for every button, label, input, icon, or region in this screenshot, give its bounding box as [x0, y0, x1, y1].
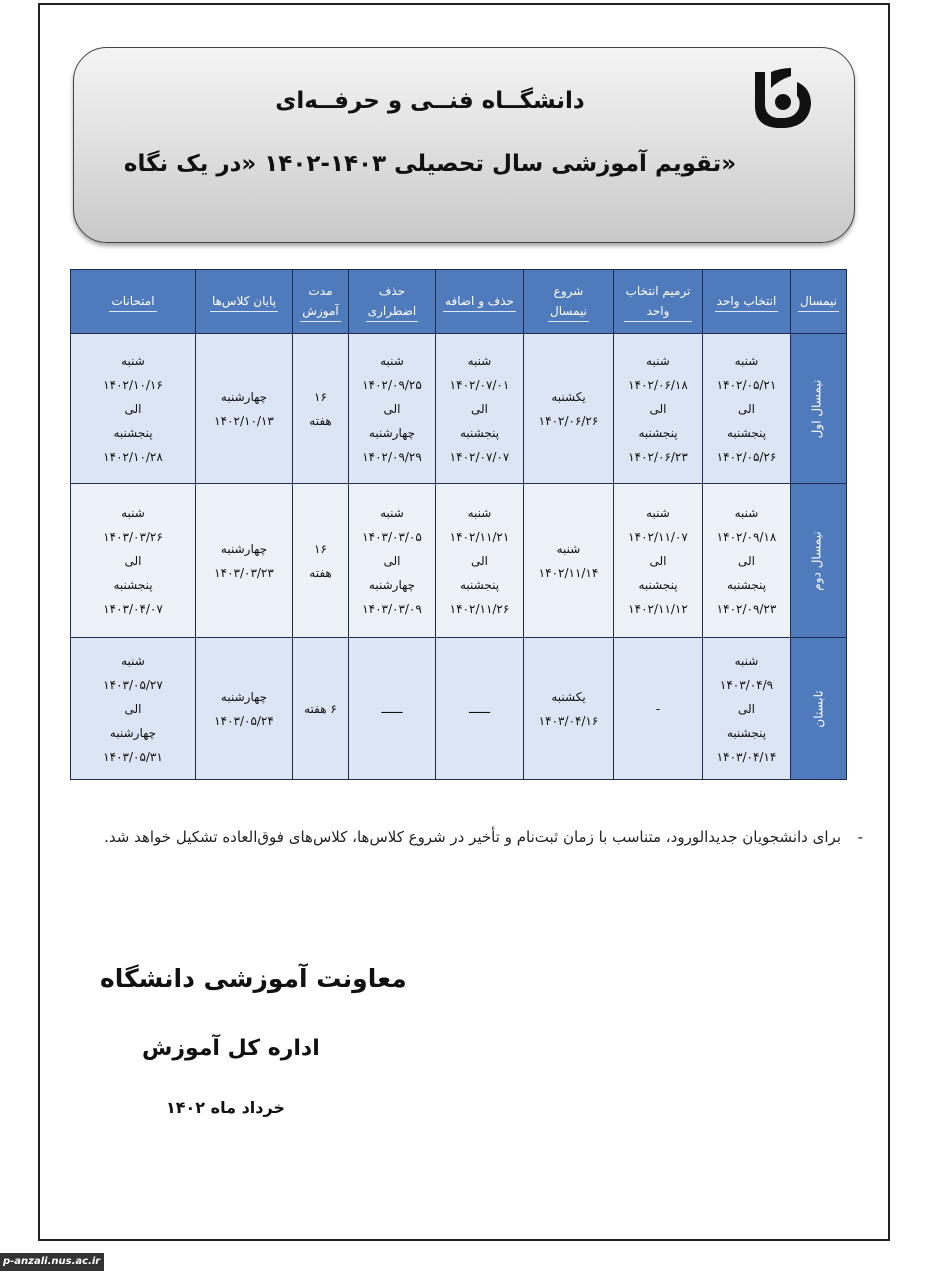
- header-course-selection: انتخاب واحد: [703, 270, 791, 334]
- table-cell: شنبه ۱۴۰۲/۰۵/۲۱ الی پنجشنبه ۱۴۰۲/۰۵/۲۶: [703, 334, 791, 484]
- calendar-title: تقویم آموزشی سال تحصیلی ۱۴۰۳-۱۴۰۲ «در یک نگاه»: [123, 151, 737, 177]
- header-add-drop: حذف و اضافه: [436, 270, 524, 334]
- university-logo-icon: [745, 66, 819, 136]
- semester-label: نیمسال اول: [791, 334, 847, 484]
- header-exams: امتحانات: [71, 270, 196, 334]
- table-cell: شنبه ۱۴۰۲/۰۷/۰۱ الی پنجشنبه ۱۴۰۲/۰۷/۰۷: [436, 334, 524, 484]
- signature-deputy: معاونت آموزشی دانشگاه: [100, 964, 407, 993]
- table-cell: شنبه ۱۴۰۲/۰۶/۱۸ الی پنجشنبه ۱۴۰۲/۰۶/۲۳: [614, 334, 703, 484]
- table-cell: ۱۶ هفته: [293, 334, 349, 484]
- footnote-text: برای دانشجویان جدیدالورود، متناسب با زمان ثبت‌نام و تأخیر در شروع کلاس‌ها، کلاس‌های فوق‌العاده تشکیل خواهد شد.: [104, 828, 841, 846]
- footnote-bullet: -: [857, 828, 863, 846]
- website-url-link[interactable]: p-anzali.nus.ac.ir: [0, 1253, 104, 1271]
- table-cell: شنبه ۱۴۰۲/۰۹/۲۵ الی چهارشنبه ۱۴۰۲/۰۹/۲۹: [349, 334, 436, 484]
- table-cell: شنبه ۱۴۰۲/۱۰/۱۶ الی پنجشنبه ۱۴۰۲/۱۰/۲۸: [71, 334, 196, 484]
- header-semester-start: شروع نیمسال: [524, 270, 614, 334]
- table-cell: شنبه ۱۴۰۲/۱۱/۰۷ الی پنجشنبه ۱۴۰۲/۱۱/۱۲: [614, 484, 703, 638]
- table-cell: شنبه ۱۴۰۳/۰۵/۲۷ الی چهارشنبه ۱۴۰۳/۰۵/۳۱: [71, 638, 196, 780]
- footnote: [88, 822, 863, 852]
- header-classes-end: پایان کلاس‌ها: [196, 270, 293, 334]
- university-title: دانشگــاه فنــی و حرفــه‌ای: [275, 88, 585, 114]
- table-cell: چهارشنبه ۱۴۰۳/۰۳/۲۳: [196, 484, 293, 638]
- academic-calendar-table: [70, 269, 847, 780]
- table-cell: شنبه ۱۴۰۳/۰۳/۰۵ الی چهارشنبه ۱۴۰۳/۰۳/۰۹: [349, 484, 436, 638]
- table-row: [71, 334, 847, 484]
- table-cell: یکشنبه ۱۴۰۲/۰۶/۲۶: [524, 334, 614, 484]
- table-cell: چهارشنبه ۱۴۰۳/۰۵/۲۴: [196, 638, 293, 780]
- header-selection-revision: ترمیم انتخاب واحد: [614, 270, 703, 334]
- table-cell: شنبه ۱۴۰۲/۱۱/۲۱ الی پنجشنبه ۱۴۰۲/۱۱/۲۶: [436, 484, 524, 638]
- table-cell: چهارشنبه ۱۴۰۲/۱۰/۱۳: [196, 334, 293, 484]
- header-banner: [73, 47, 855, 243]
- semester-label: تابستان: [791, 638, 847, 780]
- header-duration: مدت آموزش: [293, 270, 349, 334]
- header-semester: نیمسال: [791, 270, 847, 334]
- table-cell: ۶ هفته: [293, 638, 349, 780]
- table-cell: یکشنبه ۱۴۰۳/۰۴/۱۶: [524, 638, 614, 780]
- table-cell: شنبه ۱۴۰۲/۰۹/۱۸ الی پنجشنبه ۱۴۰۲/۰۹/۲۳: [703, 484, 791, 638]
- table-row: [71, 484, 847, 638]
- semester-label: نیمسال دوم: [791, 484, 847, 638]
- table-header-row: [71, 270, 847, 334]
- table-cell: شنبه ۱۴۰۲/۱۱/۱۴: [524, 484, 614, 638]
- table-cell: ــــــ: [436, 638, 524, 780]
- table-cell: شنبه ۱۴۰۳/۰۳/۲۶ الی پنجشنبه ۱۴۰۳/۰۴/۰۷: [71, 484, 196, 638]
- table-cell: -: [614, 638, 703, 780]
- table-cell: ــــــ: [349, 638, 436, 780]
- table-row: [71, 638, 847, 780]
- signature-office: اداره کل آموزش: [142, 1036, 320, 1061]
- signature-date: خرداد ماه ۱۴۰۲: [166, 1098, 285, 1117]
- table-cell: ۱۶ هفته: [293, 484, 349, 638]
- table-cell: شنبه ۱۴۰۳/۰۴/۹ الی پنجشنبه ۱۴۰۳/۰۴/۱۴: [703, 638, 791, 780]
- header-emergency-drop: حذف اضطراری: [349, 270, 436, 334]
